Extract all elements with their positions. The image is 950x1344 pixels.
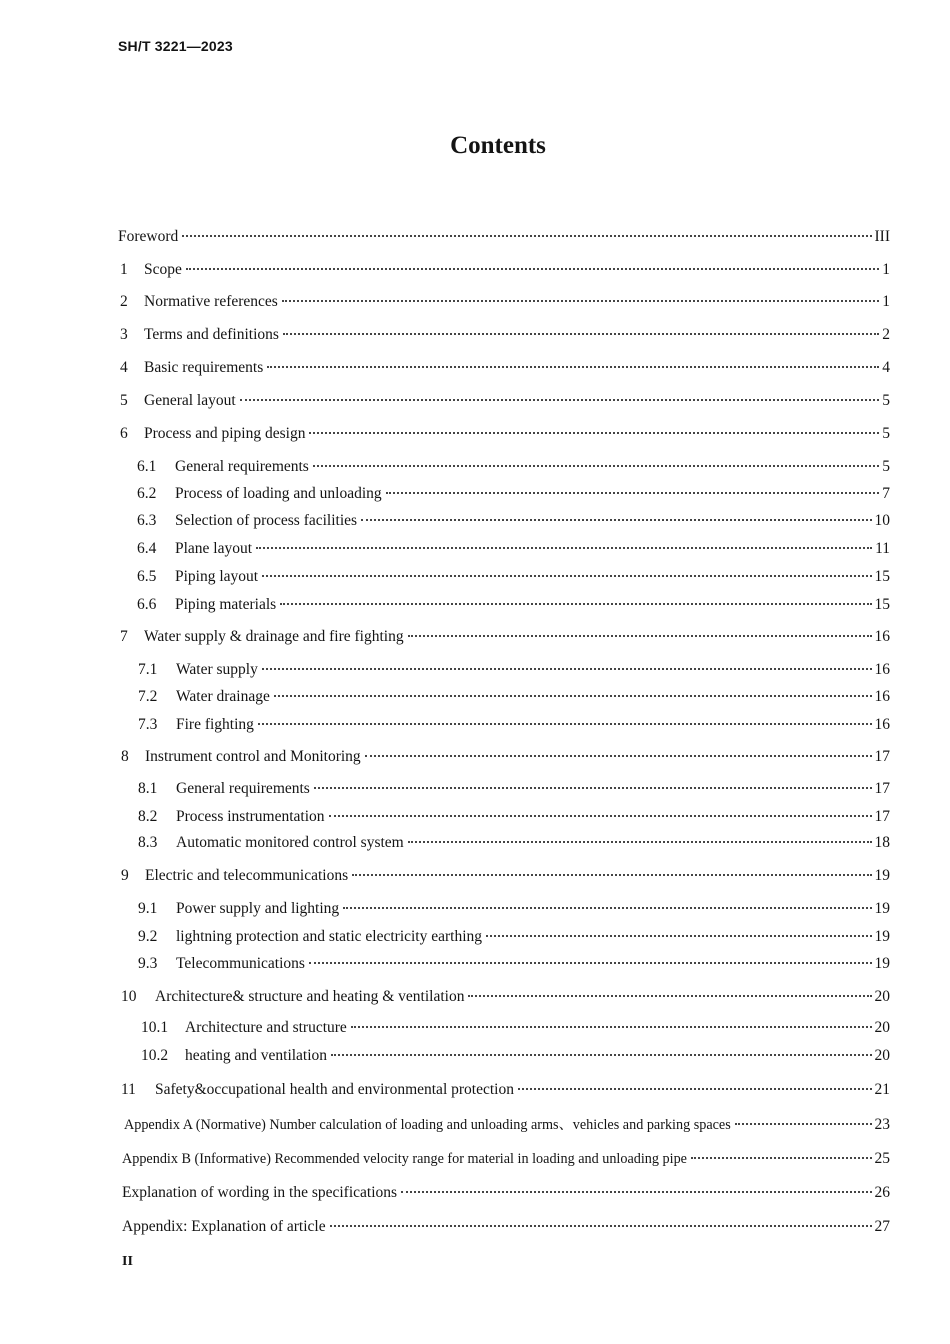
toc-entry-page: 17 [874, 748, 890, 765]
toc-entry[interactable] [118, 226, 890, 248]
toc-dot-leader [331, 1054, 871, 1056]
toc-entry[interactable] [138, 714, 890, 736]
toc-entry[interactable] [137, 510, 890, 532]
toc-entry-number: 6.2 [137, 485, 157, 502]
toc-dot-leader [274, 695, 872, 697]
toc-entry-label: Process of loading and unloading [175, 485, 382, 502]
toc-entry[interactable] [122, 1148, 890, 1170]
toc-entry-page: 17 [874, 808, 890, 825]
toc-entry-page: 10 [874, 512, 890, 529]
toc-dot-leader [309, 432, 879, 434]
toc-entry-label: Piping layout [175, 568, 259, 585]
toc-entry-label: Scope [144, 261, 182, 278]
toc-dot-leader [267, 366, 879, 368]
toc-entry-page: 23 [874, 1116, 890, 1133]
toc-entry-page: 20 [874, 1047, 890, 1064]
toc-entry[interactable] [120, 626, 890, 648]
toc-dot-leader [182, 235, 871, 237]
toc-entry-label: Process and piping design [144, 425, 306, 442]
toc-entry-page: 17 [874, 780, 890, 797]
toc-entry[interactable] [138, 806, 890, 828]
page-number: II [122, 1254, 133, 1269]
toc-entry-number: 4 [120, 359, 128, 376]
toc-entry-number: 9.2 [138, 928, 158, 945]
toc-dot-leader [468, 995, 871, 997]
toc-entry-page: 19 [874, 955, 890, 972]
toc-entry-label: Foreword [118, 228, 179, 245]
toc-entry[interactable] [121, 1079, 890, 1101]
toc-entry[interactable] [137, 566, 890, 588]
toc-entry-page: 16 [874, 628, 890, 645]
toc-entry-page: 1 [882, 261, 890, 278]
toc-entry-label: Water drainage [176, 688, 270, 705]
toc-entry-page: 4 [882, 359, 890, 376]
toc-entry-page: 15 [874, 596, 890, 613]
toc-entry-number: 10.2 [141, 1047, 169, 1064]
toc-entry[interactable] [120, 423, 890, 445]
toc-entry[interactable] [137, 538, 890, 560]
toc-entry-number: 8.2 [138, 808, 158, 825]
toc-entry-label: Electric and telecommunications [145, 867, 349, 884]
toc-entry-number: 9.1 [138, 900, 158, 917]
toc-dot-leader [186, 268, 879, 270]
toc-entry-label: Architecture and structure [185, 1019, 347, 1036]
toc-entry-label: Automatic monitored control system [176, 834, 404, 851]
toc-entry-page: 20 [874, 1019, 890, 1036]
toc-entry[interactable] [121, 746, 890, 768]
toc-dot-leader [401, 1191, 871, 1193]
toc-entry-number: 5 [120, 392, 128, 409]
toc-entry[interactable] [137, 483, 890, 505]
toc-entry-number: 1 [120, 261, 128, 278]
toc-dot-leader [256, 547, 872, 549]
toc-entry[interactable] [122, 1216, 890, 1238]
toc-dot-leader [283, 333, 879, 335]
toc-entry-label: Safety&occupational health and environmental protection [155, 1081, 514, 1098]
toc-entry-number: 10.1 [141, 1019, 169, 1036]
toc-dot-leader [352, 874, 871, 876]
page-title: Contents [450, 132, 546, 159]
toc-dot-leader [313, 465, 879, 467]
toc-entry[interactable] [141, 1017, 890, 1039]
toc-entry-label: heating and ventilation [185, 1047, 328, 1064]
toc-entry-page: 7 [882, 485, 890, 502]
toc-entry-number: 9 [121, 867, 129, 884]
toc-entry-number: 9.3 [138, 955, 158, 972]
toc-entry-label: Water supply [176, 661, 258, 678]
toc-entry-number: 8.3 [138, 834, 158, 851]
toc-dot-leader [329, 815, 872, 817]
toc-dot-leader [282, 300, 879, 302]
toc-entry-label: General requirements [176, 780, 310, 797]
toc-entry-page: 2 [882, 326, 890, 343]
toc-entry-label: lightning protection and static electricity earthing [176, 928, 483, 945]
toc-entry[interactable] [120, 390, 890, 412]
toc-entry[interactable] [138, 898, 890, 920]
toc-entry[interactable] [122, 1182, 890, 1204]
toc-entry[interactable] [120, 291, 890, 313]
toc-entry-number: 7.2 [138, 688, 158, 705]
toc-entry-page: III [874, 228, 890, 245]
document-code: SH/T 3221—2023 [118, 38, 233, 54]
toc-entry-number: 3 [120, 326, 128, 343]
toc-entry[interactable] [138, 926, 890, 948]
toc-entry-page: 19 [874, 928, 890, 945]
toc-entry[interactable] [120, 357, 890, 379]
toc-dot-leader [361, 519, 871, 521]
toc-dot-leader [262, 575, 871, 577]
toc-entry-label: Appendix: Explanation of article [122, 1218, 326, 1235]
toc-entry-label: Normative references [144, 293, 278, 310]
toc-entry-label: Appendix B (Informative) Recommended velocity range for material in loading and unloading pipe [122, 1151, 687, 1167]
toc-entry-page: 21 [874, 1081, 890, 1098]
toc-dot-leader [486, 935, 871, 937]
toc-entry-number: 10 [121, 988, 137, 1005]
toc-entry-page: 18 [874, 834, 890, 851]
toc-dot-leader [240, 399, 880, 401]
toc-entry-label: Piping materials [175, 596, 277, 613]
toc-dot-leader [735, 1123, 872, 1125]
toc-dot-leader [365, 755, 872, 757]
toc-entry-page: 11 [875, 540, 890, 557]
toc-entry-number: 7.1 [138, 661, 158, 678]
toc-entry-number: 6.5 [137, 568, 157, 585]
toc-entry[interactable] [120, 259, 890, 281]
toc-entry-page: 5 [882, 425, 890, 442]
toc-entry-label: Appendix A (Normative) Number calculation of loading and unloading arms、vehicles and parking spaces [124, 1117, 731, 1133]
toc-entry-number: 6.4 [137, 540, 157, 557]
toc-dot-leader [691, 1157, 872, 1159]
toc-dot-leader [314, 787, 872, 789]
toc-entry-page: 16 [874, 716, 890, 733]
toc-entry-label: Power supply and lighting [176, 900, 340, 917]
toc-entry-number: 2 [120, 293, 128, 310]
toc-entry-number: 6.6 [137, 596, 157, 613]
toc-entry-label: Water supply & drainage and fire fighting [144, 628, 404, 645]
toc-entry-number: 7 [120, 628, 128, 645]
toc-entry-label: General layout [144, 392, 236, 409]
toc-entry-number: 8.1 [138, 780, 158, 797]
toc-entry[interactable] [120, 324, 890, 346]
toc-entry-label: Selection of process facilities [175, 512, 358, 529]
toc-dot-leader [309, 962, 872, 964]
toc-entry-label: General requirements [175, 458, 309, 475]
toc-entry-label: Instrument control and Monitoring [145, 748, 361, 765]
toc-entry[interactable] [138, 832, 890, 854]
toc-entry-page: 27 [874, 1218, 890, 1235]
toc-entry-number: 7.3 [138, 716, 158, 733]
toc-entry-number: 6.1 [137, 458, 157, 475]
toc-entry-page: 26 [874, 1184, 890, 1201]
toc-entry-page: 25 [874, 1150, 890, 1167]
toc-entry[interactable] [124, 1114, 890, 1136]
toc-entry-page: 1 [882, 293, 890, 310]
toc-entry-page: 5 [882, 392, 890, 409]
toc-entry[interactable] [121, 865, 890, 887]
toc-entry[interactable] [137, 594, 890, 616]
toc-entry-number: 11 [121, 1081, 136, 1098]
toc-dot-leader [408, 635, 872, 637]
toc-entry-label: Plane layout [175, 540, 253, 557]
toc-dot-leader [408, 841, 872, 843]
toc-entry-page: 19 [874, 900, 890, 917]
toc-entry-page: 19 [874, 867, 890, 884]
toc-entry[interactable] [121, 986, 890, 1008]
toc-entry-label: Fire fighting [176, 716, 254, 733]
toc-dot-leader [262, 668, 872, 670]
toc-entry-label: Architecture& structure and heating & ventilation [155, 988, 465, 1005]
toc-entry-label: Telecommunications [176, 955, 305, 972]
toc-dot-leader [258, 723, 872, 725]
toc-entry-page: 16 [874, 688, 890, 705]
toc-dot-leader [386, 492, 880, 494]
toc-entry-page: 5 [882, 458, 890, 475]
toc-dot-leader [343, 907, 871, 909]
toc-entry-label: Terms and definitions [144, 326, 279, 343]
toc-entry-page: 20 [874, 988, 890, 1005]
toc-entry-number: 6 [120, 425, 128, 442]
toc-dot-leader [518, 1088, 872, 1090]
toc-entry-label: Basic requirements [144, 359, 264, 376]
toc-entry-label: Process instrumentation [176, 808, 325, 825]
toc-entry-page: 15 [874, 568, 890, 585]
toc-entry-number: 8 [121, 748, 129, 765]
toc-entry[interactable] [138, 953, 890, 975]
toc-entry[interactable] [138, 686, 890, 708]
toc-entry[interactable] [137, 456, 890, 478]
toc-entry[interactable] [141, 1045, 890, 1067]
toc-dot-leader [280, 603, 871, 605]
toc-entry-page: 16 [874, 661, 890, 678]
toc-entry[interactable] [138, 778, 890, 800]
toc-entry[interactable] [138, 659, 890, 681]
toc-entry-number: 6.3 [137, 512, 157, 529]
toc-dot-leader [351, 1026, 872, 1028]
toc-entry-label: Explanation of wording in the specifications [122, 1184, 398, 1201]
toc-dot-leader [330, 1225, 872, 1227]
